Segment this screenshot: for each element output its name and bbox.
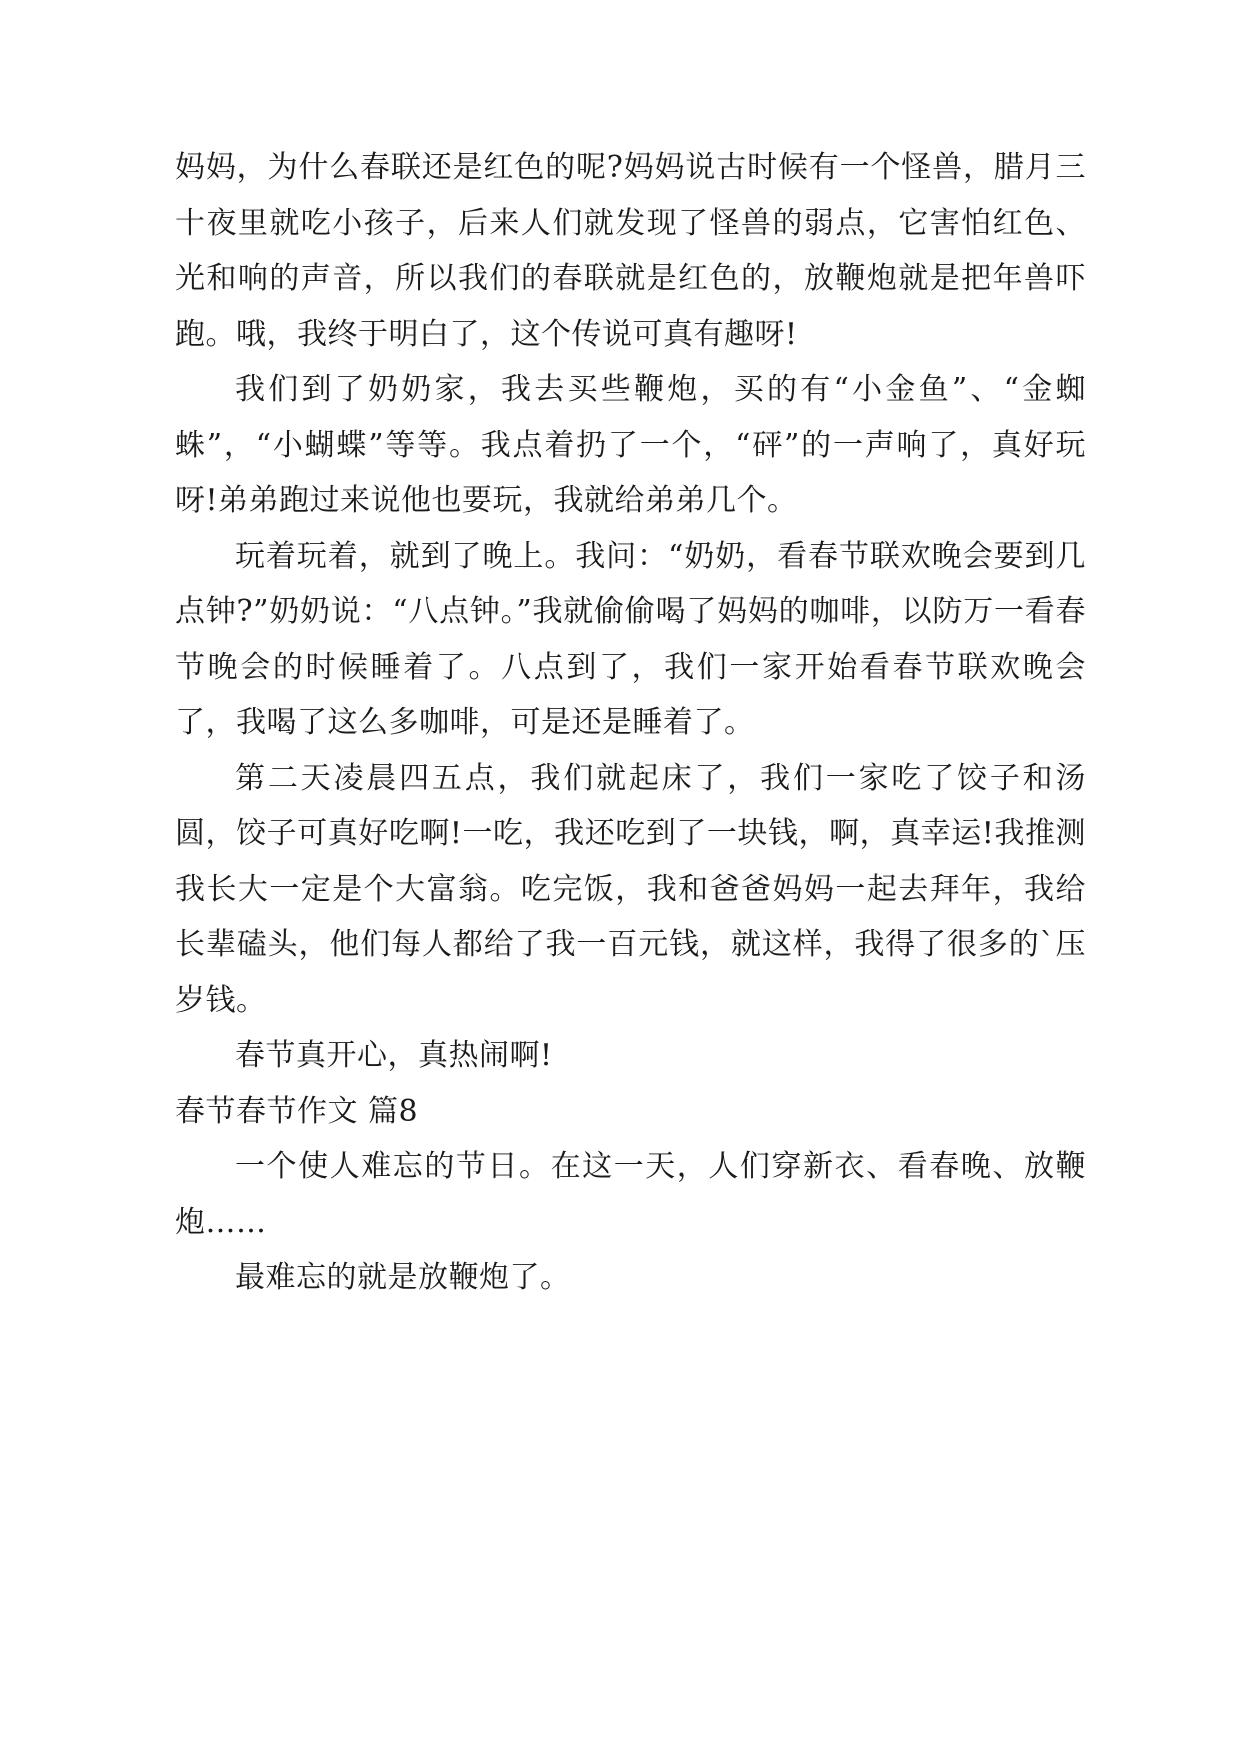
paragraph: 春节真开心，真热闹啊! <box>235 1038 553 1073</box>
paragraph: 最难忘的就是放鞭炮了。 <box>235 1260 571 1295</box>
paragraph: 玩着玩着，就到了晚上。我问：“奶奶，看春节联欢晚会要到几点钟?”奶奶说：“八点钟。”我就偷偷喝了妈妈的咖啡，以防万一看春节晚会的时候睡着了。八点到了，我们一家开始看春节联欢晚会了，我喝了这么多咖啡，可是还是睡着了。 <box>175 538 1086 740</box>
section-heading: 春节春节作文 篇8 <box>175 1093 419 1129</box>
paragraph: 妈妈，为什么春联还是红色的呢?妈妈说古时候有一个怪兽，腊月三十夜里就吃小孩子，后来人们就发现了怪兽的弱点，它害怕红色、光和响的声音，所以我们的春联就是红色的，放鞭炮就是把年兽吓跑。哦，我终于明白了，这个传说可真有趣呀! <box>175 150 1086 352</box>
paragraph: 一个使人难忘的节日。在这一天，人们穿新衣、看春晚、放鞭炮…… <box>175 1149 1086 1240</box>
paragraph: 第二天凌晨四五点，我们就起床了，我们一家吃了饺子和汤圆，饺子可真好吃啊!一吃，我还吃到了一块钱，啊，真幸运!我推测我长大一定是个大富翁。吃完饭，我和爸爸妈妈一起去拜年，我给长辈磕头，他们每人都给了我一百元钱，就这样，我得了很多的`压岁钱。 <box>175 760 1086 1018</box>
paragraph: 我们到了奶奶家，我去买些鞭炮，买的有“小金鱼”、“金蜘蛛”，“小蝴蝶”等等。我点着扔了一个，“砰”的一声响了，真好玩呀!弟弟跑过来说他也要玩，我就给弟弟几个。 <box>175 372 1086 518</box>
document-body <box>175 140 1086 1306</box>
